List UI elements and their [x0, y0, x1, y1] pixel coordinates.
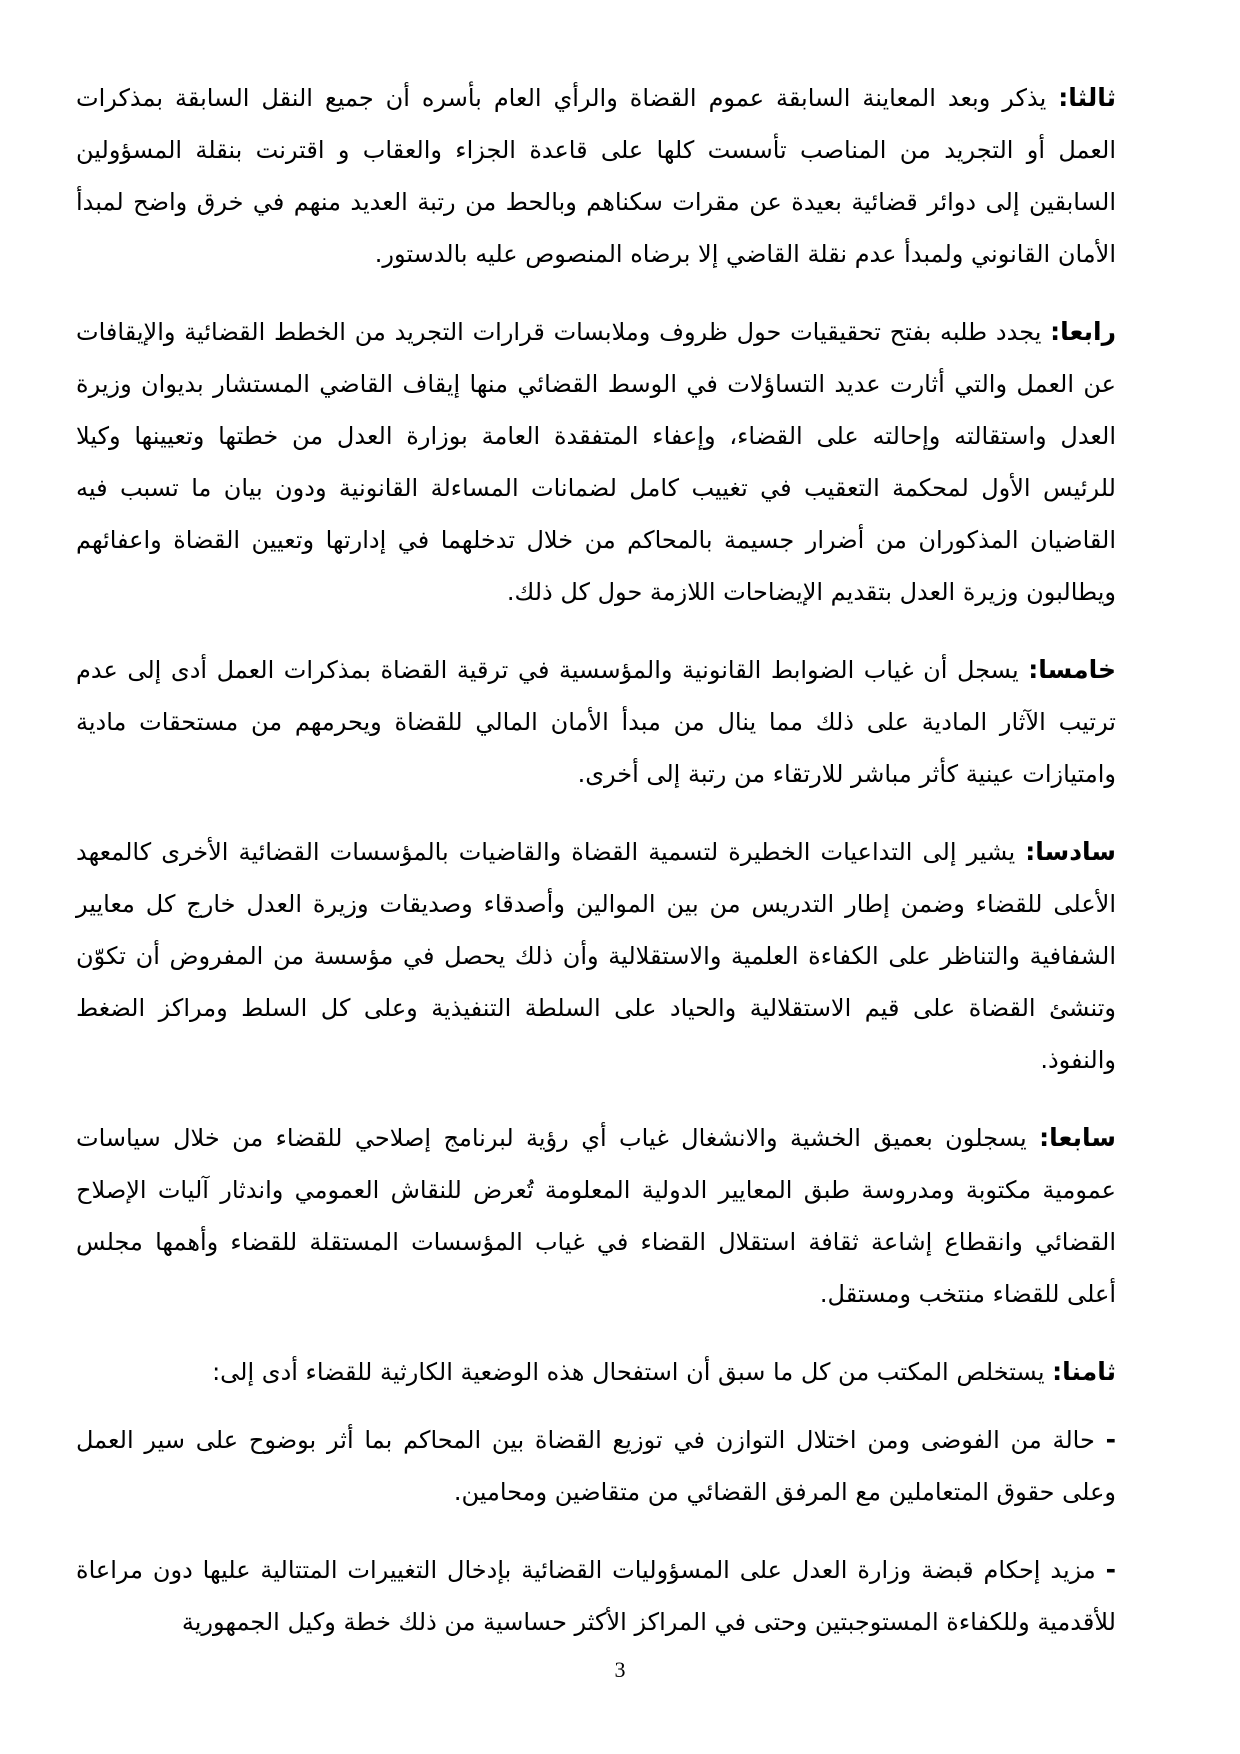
paragraph-text: يشير إلى التداعيات الخطيرة لتسمية القضاة والقاضيات بالمؤسسات القضائية الأخرى كالمعهد الأعلى للقضاء وضمن إطار التدريس من بين الموالين وأصدقاء وصديقات وزيرة العدل خارج كل معايير الشفافية والتناظر على الكفاءة العلمية والاستقلالية وأن ذلك يحصل في مؤسسة من المفروض أن تكوّن وتنشئ القضاة على قيم الاستقلالية والحياد على السلطة التنفيذية وعلى كل السلط ومراكز الضغط والنفوذ.	[76, 838, 1116, 1074]
paragraph-heading: رابعا:	[1050, 317, 1116, 346]
paragraph-sixth	[76, 826, 1116, 1086]
paragraph-text: يجدد طلبه بفتح تحقيقيات حول ظروف وملابسات قرارات التجريد من الخطط القضائية والإيقافات عن العمل والتي أثارت عديد التساؤلات في الوسط القضائي منها إيقاف القاضي المستشار بديوان وزيرة العدل واستقالته وإحالته على القضاء، وإعفاء المتفقدة العامة بوزارة العدل من خطتها وتعيينها وكيلا للرئيس الأول لمحكمة التعقيب في تغييب كامل لضمانات المساءلة القانونية ودون بيان ما تسبب فيه القاضيان المذكوران من أضرار جسيمة بالمحاكم من خلال تدخلهما في إدارتها وتعيين القضاة واعفائهم ويطالبون وزيرة العدل بتقديم الإيضاحات اللازمة حول كل ذلك.	[76, 318, 1116, 606]
paragraph-fourth	[76, 306, 1116, 618]
page-number: 3	[614, 1657, 626, 1682]
paragraph-seventh	[76, 1112, 1116, 1320]
paragraph-fifth	[76, 644, 1116, 800]
paragraph-third	[76, 72, 1116, 280]
bullet-item	[76, 1544, 1116, 1648]
bullet-text: مزيد إحكام قبضة وزارة العدل على المسؤوليات القضائية بإدخال التغييرات المتتالية عليها دون مراعاة للأقدمية وللكفاءة المستوجبتين وحتى في المراكز الأكثر حساسية من ذلك خطة وكيل الجمهورية	[76, 1556, 1116, 1636]
paragraph-heading: سادسا:	[1025, 837, 1116, 866]
bullet-item	[76, 1414, 1116, 1518]
paragraph-text: يسجلون بعميق الخشية والانشغال غياب أي رؤية لبرنامج إصلاحي للقضاء من خلال سياسات عمومية مكتوبة ومدروسة طبق المعايير الدولية المعلومة تُعرض للنقاش العمومي واندثار آليات الإصلاح القضائي وانقطاع إشاعة ثقافة استقلال القضاء في غياب المؤسسات المستقلة للقضاء وأهمها مجلس أعلى للقضاء منتخب ومستقل.	[76, 1124, 1116, 1308]
bullet-text: حالة من الفوضى ومن اختلال التوازن في توزيع القضاة بين المحاكم بما أثر بوضوح على سير العمل وعلى حقوق المتعاملين مع المرفق القضائي من متقاضين ومحامين.	[76, 1426, 1116, 1506]
paragraph-text: يسجل أن غياب الضوابط القانونية والمؤسسية في ترقية القضاة بمذكرات العمل أدى إلى عدم ترتيب الآثار المادية على ذلك مما ينال من مبدأ الأمان المالي للقضاة ويحرمهم من مستحقات مادية وامتيازات عينية كأثر مباشر للارتقاء من رتبة إلى أخرى.	[76, 656, 1116, 788]
paragraph-heading: ثامنا:	[1052, 1357, 1116, 1386]
paragraph-eighth	[76, 1346, 1116, 1398]
bullet-dash: -	[1105, 1425, 1116, 1454]
document-body	[76, 72, 1116, 1674]
paragraph-heading: خامسا:	[1028, 655, 1116, 684]
paragraph-heading: ثالثا:	[1058, 83, 1116, 112]
paragraph-heading: سابعا:	[1039, 1123, 1116, 1152]
paragraph-text: يذكر وبعد المعاينة السابقة عموم القضاة والرأي العام بأسره أن جميع النقل السابقة بمذكرات العمل أو التجريد من المناصب تأسست كلها على قاعدة الجزاء والعقاب و اقترنت بنقلة المسؤولين السابقين إلى دوائر قضائية بعيدة عن مقرات سكناهم وبالحط من رتبة العديد منهم في خرق واضح لمبدأ الأمان القانوني ولمبدأ عدم نقلة القاضي إلا برضاه المنصوص عليه بالدستور.	[76, 84, 1116, 268]
paragraph-text: يستخلص المكتب من كل ما سبق أن استفحال هذه الوضعية الكارثية للقضاء أدى إلى:	[212, 1358, 1053, 1386]
bullet-dash: -	[1105, 1555, 1116, 1584]
